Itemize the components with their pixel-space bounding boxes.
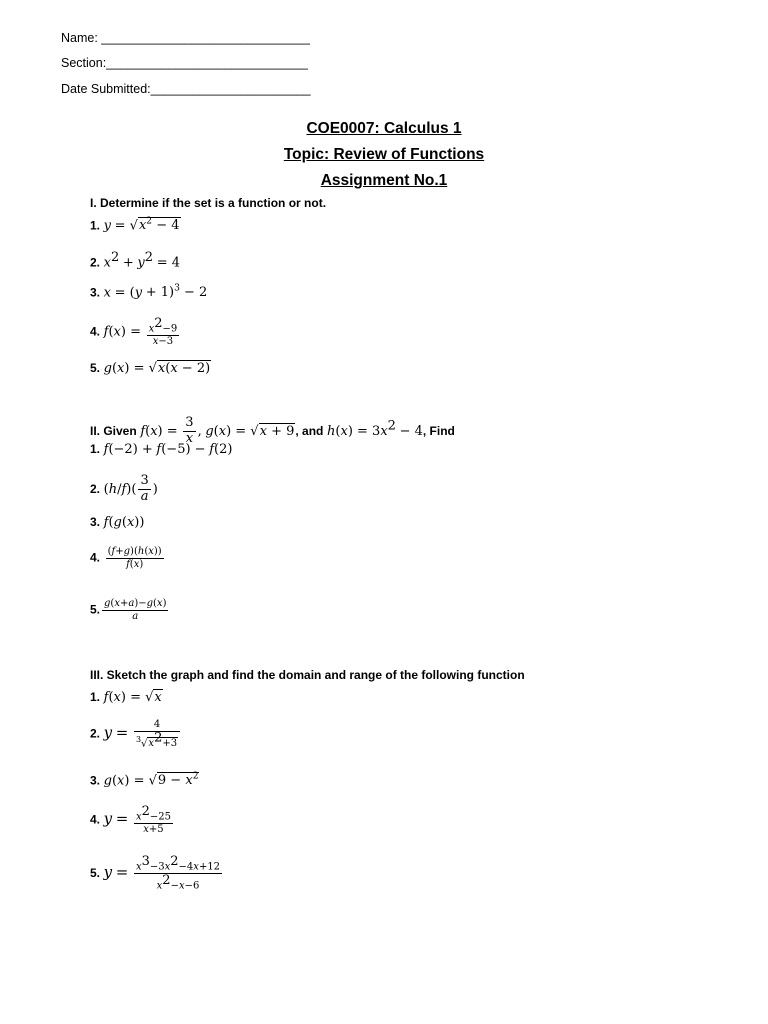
topic-title: Topic: Review of Functions bbox=[283, 146, 485, 163]
part1-item-2: 2. $x^2 + y^2 = 4$ bbox=[90, 250, 180, 271]
part3-item-1: 1. f(x) = √x bbox=[90, 690, 162, 705]
part1-item-4: 4. f(x) = $\frac{x^2-9}{x-3}$ bbox=[90, 316, 178, 347]
part3-item-2: 2. y = $\frac{4}{^3√x^2+3}$ bbox=[90, 719, 182, 749]
part2-item-2: 2. (h/f)( $\frac{3}{a}$ ) bbox=[90, 473, 158, 504]
section-field[interactable]: Section:_____________________________ bbox=[61, 56, 308, 70]
part1-item-5: 5. g(x) = √x(x − 2) bbox=[90, 361, 211, 376]
part3-heading: III. Sketch the graph and find the domain and range of the following function bbox=[90, 668, 525, 682]
part2-item-4: 4. $\frac{(f+g)(h(x))}{f(x)}$ bbox=[90, 546, 162, 570]
part2-item-3: 3. f(g(x)) bbox=[90, 515, 145, 530]
part2-item-1: 1. f(−2) + f(−5) − f(2) bbox=[90, 442, 233, 457]
assignment-title: Assignment No.1 bbox=[320, 172, 448, 189]
part2-heading: II. Given f(x) = $\frac{3}{x}$ , g(x) = √x + 9, and $h(x) = 3x^2 - 4$, Find bbox=[90, 415, 455, 446]
part3-item-4: 4. y = $\frac{x^2-25}{x+5}$ bbox=[90, 804, 171, 835]
part1-item-3: 3. $x = (y + 1)^3 - 2$ bbox=[90, 284, 208, 301]
date-submitted-field[interactable]: Date Submitted:_______________________ bbox=[61, 82, 311, 96]
name-field[interactable]: Name: ______________________________ bbox=[61, 31, 310, 45]
part1-heading: I. Determine if the set is a function or not. bbox=[90, 196, 327, 210]
course-title: COE0007: Calculus 1 bbox=[306, 120, 462, 137]
part2-item-5: 5. $\frac{g(x+a)-g(x)}{a}$ bbox=[90, 598, 167, 622]
part1-item-1: 1. $y = √x^2 - 4$ bbox=[90, 217, 180, 234]
part3-item-5: 5. y = $\frac{x^3-3x^2-4x+12}{x^2-x-6}$ bbox=[90, 854, 221, 892]
part3-item-3: 3. $g(x) = √9 - x^2$ bbox=[90, 772, 199, 789]
